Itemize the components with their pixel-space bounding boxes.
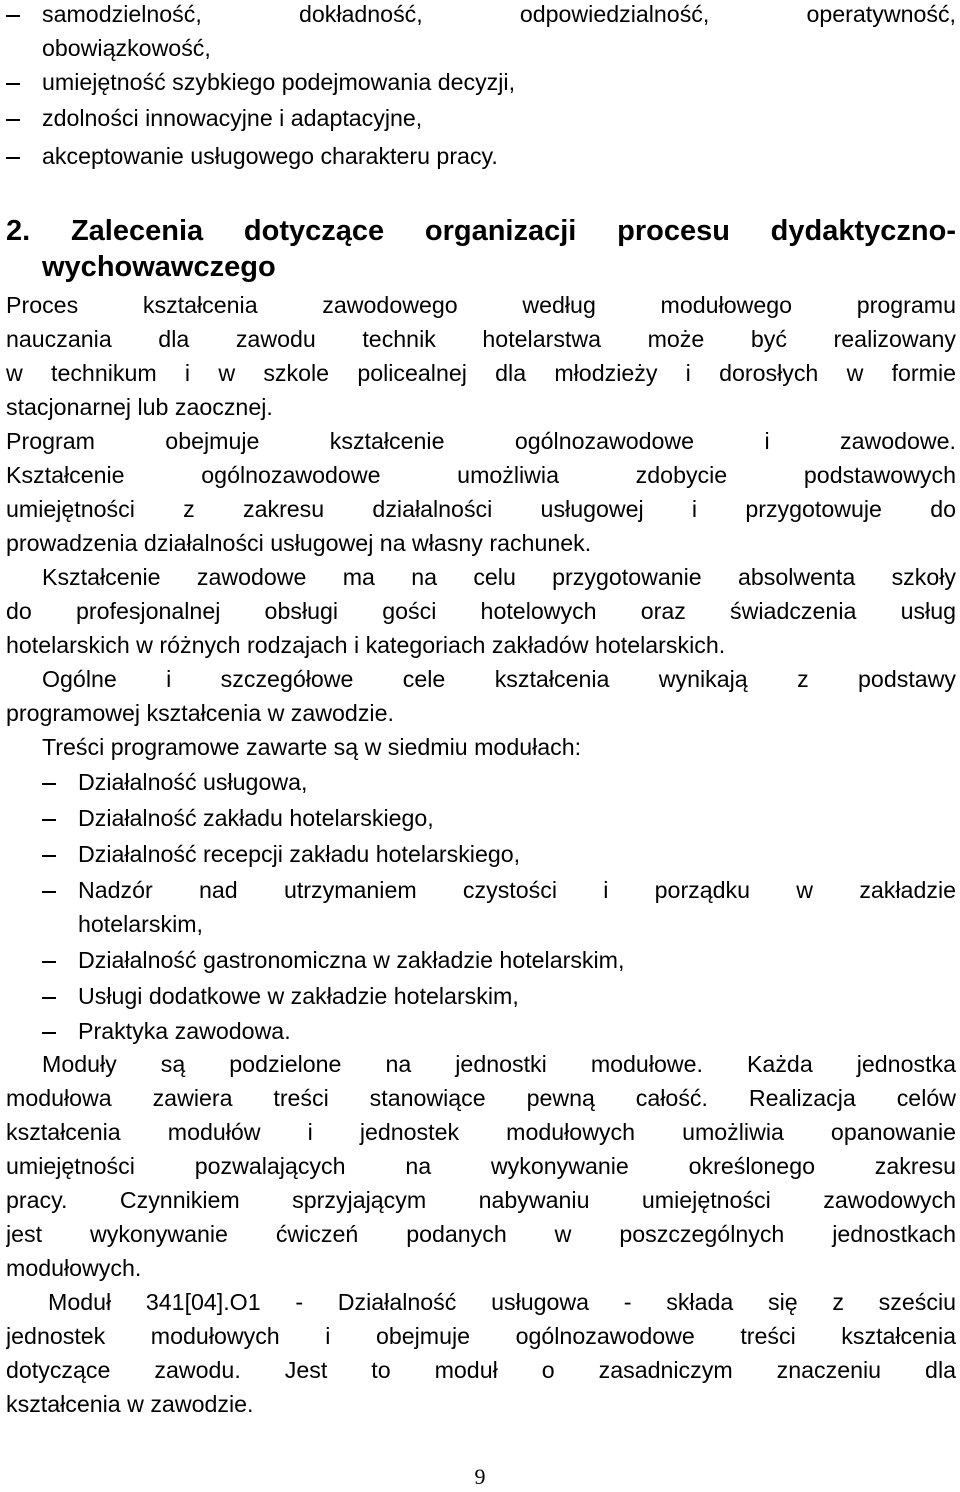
paragraph [6, 424, 956, 560]
dash-bullet-icon [42, 979, 56, 1013]
text-line: obowiązkowość, [42, 35, 211, 61]
dash-bullet-icon [42, 765, 56, 799]
text-line: Praktyka zawodowa. [78, 1018, 291, 1044]
dash-bullet-icon [6, 139, 20, 173]
text-line: Program obejmuje kształcenie ogólnozawodowe i zawodowe. [6, 428, 956, 454]
text-line: samodzielność, dokładność, odpowiedzialność, operatywność, [42, 1, 956, 27]
text-line: Moduł 341[04].O1 - Działalność usługowa - składa się z sześciu [48, 1289, 956, 1315]
text-line: umiejętności z zakresu działalności usługowej i przygotowuje do [6, 496, 956, 522]
text-line: w technikum i w szkole policealnej dla młodzieży i dorosłych w formie [6, 360, 956, 386]
text-line: umiejętności pozwalających na wykonywanie określonego zakresu [6, 1153, 956, 1179]
text-line: nauczania dla zawodu technik hotelarstwa może być realizowany [6, 326, 956, 352]
text-line: Kształcenie ogólnozawodowe umożliwia zdobycie podstawowych [6, 462, 956, 488]
dash-bullet-icon [42, 1014, 56, 1048]
text-line: Moduły są podzielone na jednostki modułowe. Każda jednostka [42, 1051, 956, 1077]
text-line: dotyczące zawodu. Jest to moduł o zasadniczym znaczeniu dla [6, 1357, 956, 1383]
text-line: modułowych. [6, 1255, 142, 1281]
text-line: Działalność usługowa, [78, 769, 308, 795]
dash-bullet-icon [6, 65, 20, 99]
dash-bullet-icon [42, 873, 56, 907]
text-line: akceptowanie usługowego charakteru pracy. [42, 143, 498, 169]
text-line: Kształcenie zawodowe ma na celu przygotowanie absolwenta szkoły [42, 564, 956, 590]
dash-bullet-icon [42, 837, 56, 871]
text-line: Usługi dodatkowe w zakładzie hotelarskim, [78, 983, 519, 1009]
section-heading [6, 213, 956, 285]
page-number: 9 [474, 1464, 486, 1489]
text-line: Proces kształcenia zawodowego według modułowego programu [6, 292, 956, 318]
paragraph [6, 662, 956, 730]
text-line: programowej kształcenia w zawodzie. [6, 700, 394, 726]
text-line: zdolności innowacyjne i adaptacyjne, [42, 105, 423, 131]
text-line: Ogólne i szczegółowe cele kształcenia wynikają z podstawy [42, 666, 956, 692]
paragraph [6, 1285, 956, 1421]
paragraph [6, 560, 956, 662]
text-line: Działalność zakładu hotelarskiego, [78, 805, 434, 831]
text-line: Działalność recepcji zakładu hotelarskiego, [78, 841, 521, 867]
text-line: kształcenia modułów i jednostek modułowych umożliwia opanowanie [6, 1119, 956, 1145]
text-line: jest wykonywanie ćwiczeń podanych w poszczególnych jednostkach [6, 1221, 956, 1247]
text-line: do profesjonalnej obsługi gości hotelowych oraz świadczenia usług [6, 598, 956, 624]
text-line: kształcenia w zawodzie. [6, 1391, 254, 1417]
modules-intro [6, 730, 956, 764]
text-line: Działalność gastronomiczna w zakładzie hotelarskim, [78, 947, 625, 973]
text-line: umiejętność szybkiego podejmowania decyzji, [42, 69, 516, 95]
dash-bullet-icon [6, 0, 20, 31]
text-line: hotelarskich w różnych rodzajach i kategoriach zakładów hotelarskich. [6, 632, 726, 658]
dash-bullet-icon [6, 101, 20, 135]
dash-bullet-icon [42, 943, 56, 977]
text-line: modułowa zawiera treści stanowiące pewną całość. Realizacja celów [6, 1085, 956, 1111]
text-line: stacjonarnej lub zaocznej. [6, 394, 273, 420]
text-line: hotelarskim, [78, 911, 203, 937]
heading-line: wychowawczego [42, 251, 276, 283]
text-line: jednostek modułowych i obejmuje ogólnozawodowe treści kształcenia [6, 1323, 956, 1349]
paragraph [6, 288, 956, 424]
paragraph [6, 1047, 956, 1285]
text-line: Nadzór nad utrzymaniem czystości i porządku w zakładzie [78, 877, 956, 903]
text-line: prowadzenia działalności usługowej na własny rachunek. [6, 530, 592, 556]
heading-line: 2. Zalecenia dotyczące organizacji procesu dydaktyczno- [6, 215, 956, 247]
text-line: pracy. Czynnikiem sprzyjającym nabywaniu umiejętności zawodowych [6, 1187, 956, 1213]
text-line: Treści programowe zawarte są w siedmiu modułach: [42, 734, 582, 760]
dash-bullet-icon [42, 801, 56, 835]
